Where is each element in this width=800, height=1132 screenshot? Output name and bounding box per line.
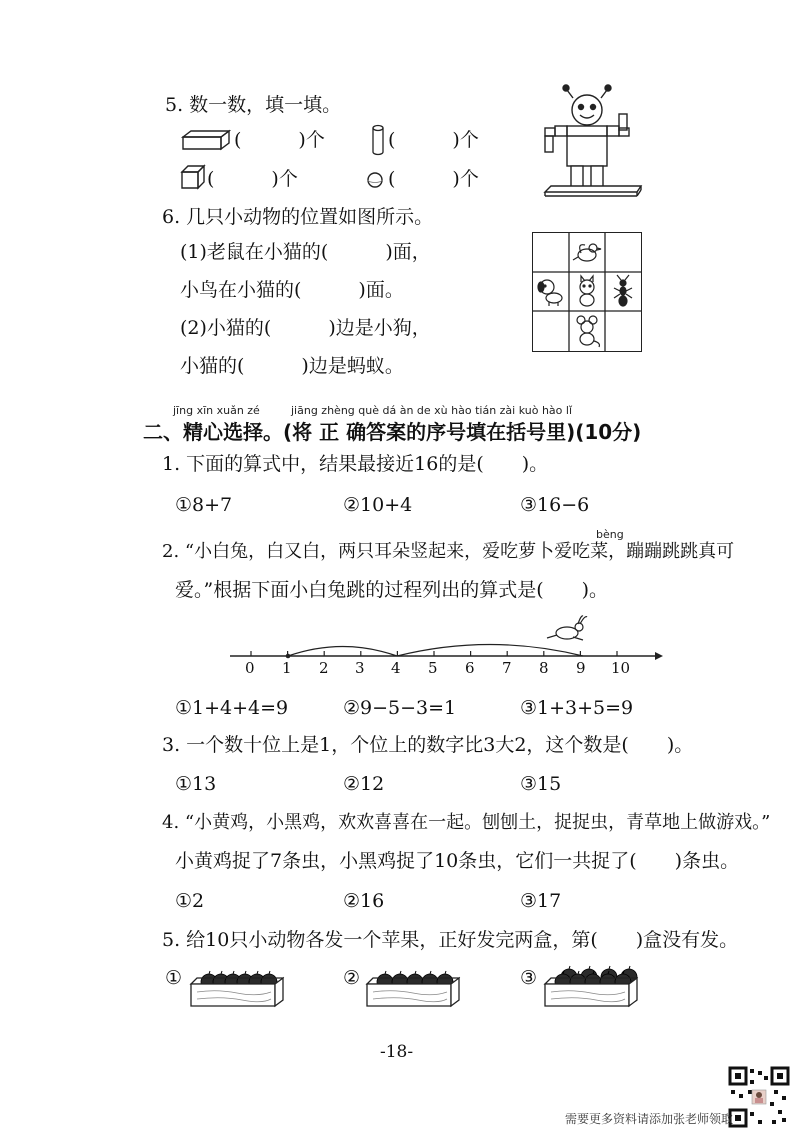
ant-icon <box>605 272 641 311</box>
cylinder-icon <box>371 124 385 156</box>
q6-title: 6. 几只小动物的位置如图所示。 <box>162 206 434 228</box>
q5-option-2-label[interactable]: ② <box>343 967 361 989</box>
q2-option-1[interactable]: ①1+4+4=9 <box>175 697 289 719</box>
q5-blank-cylinder[interactable]: ( )个 <box>388 129 479 151</box>
animal-position-grid <box>532 232 642 352</box>
cat-icon <box>569 272 605 311</box>
number-line <box>225 615 665 684</box>
cube-icon <box>180 164 206 190</box>
q4-stem-line-2: 小黄鸡捉了7条虫，小黑鸡捉了10条虫，它们一共捉了( )条虫。 <box>175 850 740 872</box>
q6-line-2: 小鸟在小猫的( )面。 <box>180 279 404 301</box>
q4-option-2[interactable]: ②16 <box>343 890 385 912</box>
number-line-tick-2: 2 <box>319 659 329 677</box>
q4-stem-line-1: 4. “小黄鸡，小黑鸡，欢欢喜喜在一起。刨刨土，捉捉虫，青草地上做游戏。” <box>162 812 771 833</box>
q1-stem: 1. 下面的算式中，结果最接近16的是( )。 <box>162 453 549 475</box>
q1-option-1[interactable]: ①8+7 <box>175 494 233 516</box>
q5-option-1-label[interactable]: ① <box>165 967 183 989</box>
apple-box-1[interactable] <box>187 962 287 1014</box>
section2-title: 二、精心选择。(将 正 确答案的序号填在括号里)(10分) <box>143 420 642 444</box>
bird-icon <box>569 233 605 272</box>
number-line-tick-7: 7 <box>502 659 512 677</box>
q1-option-3[interactable]: ③16−6 <box>520 494 590 516</box>
apple-box-3[interactable] <box>541 962 641 1014</box>
number-line-labels <box>225 615 665 680</box>
number-line-tick-0: 0 <box>245 659 255 677</box>
q1-option-2[interactable]: ②10+4 <box>343 494 413 516</box>
q5-option-3-label[interactable]: ③ <box>520 967 538 989</box>
number-line-tick-10: 10 <box>611 659 631 677</box>
page-number: -18- <box>380 1042 414 1062</box>
mouse-icon <box>569 311 605 350</box>
number-line-tick-9: 9 <box>576 659 586 677</box>
qr-code-icon <box>728 1066 790 1132</box>
q5-stem: 5. 给10只小动物各发一个苹果，正好发完两盒，第( )盒没有发。 <box>162 929 739 951</box>
q2-option-3[interactable]: ③1+3+5=9 <box>520 697 634 719</box>
q5-blank-cube[interactable]: ( )个 <box>207 168 298 190</box>
footer-note: 需要更多资料请添加张老师领取 <box>565 1112 734 1126</box>
apple-box-2[interactable] <box>363 962 463 1014</box>
number-line-tick-1: 1 <box>282 659 292 677</box>
q3-stem: 3. 一个数十位上是1，个位上的数字比3大2，这个数是( )。 <box>162 734 694 756</box>
cuboid-icon <box>181 129 231 151</box>
number-line-tick-6: 6 <box>465 659 475 677</box>
dog-icon <box>533 272 569 311</box>
number-line-tick-4: 4 <box>391 659 401 677</box>
q5-blank-sphere[interactable]: ( )个 <box>388 168 479 190</box>
q6-line-4: 小猫的( )边是蚂蚁。 <box>180 355 404 377</box>
number-line-tick-5: 5 <box>428 659 438 677</box>
q2-stem-line-2: 爱。”根据下面小白兔跳的过程列出的算式是( )。 <box>175 579 609 601</box>
sphere-icon <box>366 171 384 189</box>
q6-line-3: (2)小猫的( )边是小狗， <box>180 317 431 339</box>
q3-option-3[interactable]: ③15 <box>520 773 562 795</box>
q5-title: 5. 数一数，填一填。 <box>165 94 342 116</box>
q4-option-1[interactable]: ①2 <box>175 890 205 912</box>
q5-blank-cuboid[interactable]: ( )个 <box>234 129 325 151</box>
robot-illustration <box>537 80 647 204</box>
number-line-tick-8: 8 <box>539 659 549 677</box>
number-line-tick-3: 3 <box>355 659 365 677</box>
q2-stem-line-1: 2. “小白兔，白又白，两只耳朵竖起来，爱吃萝卜爱吃菜，蹦蹦跳跳真可 <box>162 541 735 562</box>
q3-option-2[interactable]: ②12 <box>343 773 385 795</box>
q6-line-1: (1)老鼠在小猫的( )面， <box>180 241 431 263</box>
q2-option-2[interactable]: ②9−5−3=1 <box>343 697 457 719</box>
q3-option-1[interactable]: ①13 <box>175 773 217 795</box>
q4-option-3[interactable]: ③17 <box>520 890 562 912</box>
section2-pinyin-1: jīng xīn xuǎn zé <box>173 404 260 417</box>
section2-pinyin-2: jiāng zhèng què dá àn de xù hào tián zài kuò hào lǐ <box>291 404 573 417</box>
q2-pinyin-beng: bèng <box>596 528 624 541</box>
